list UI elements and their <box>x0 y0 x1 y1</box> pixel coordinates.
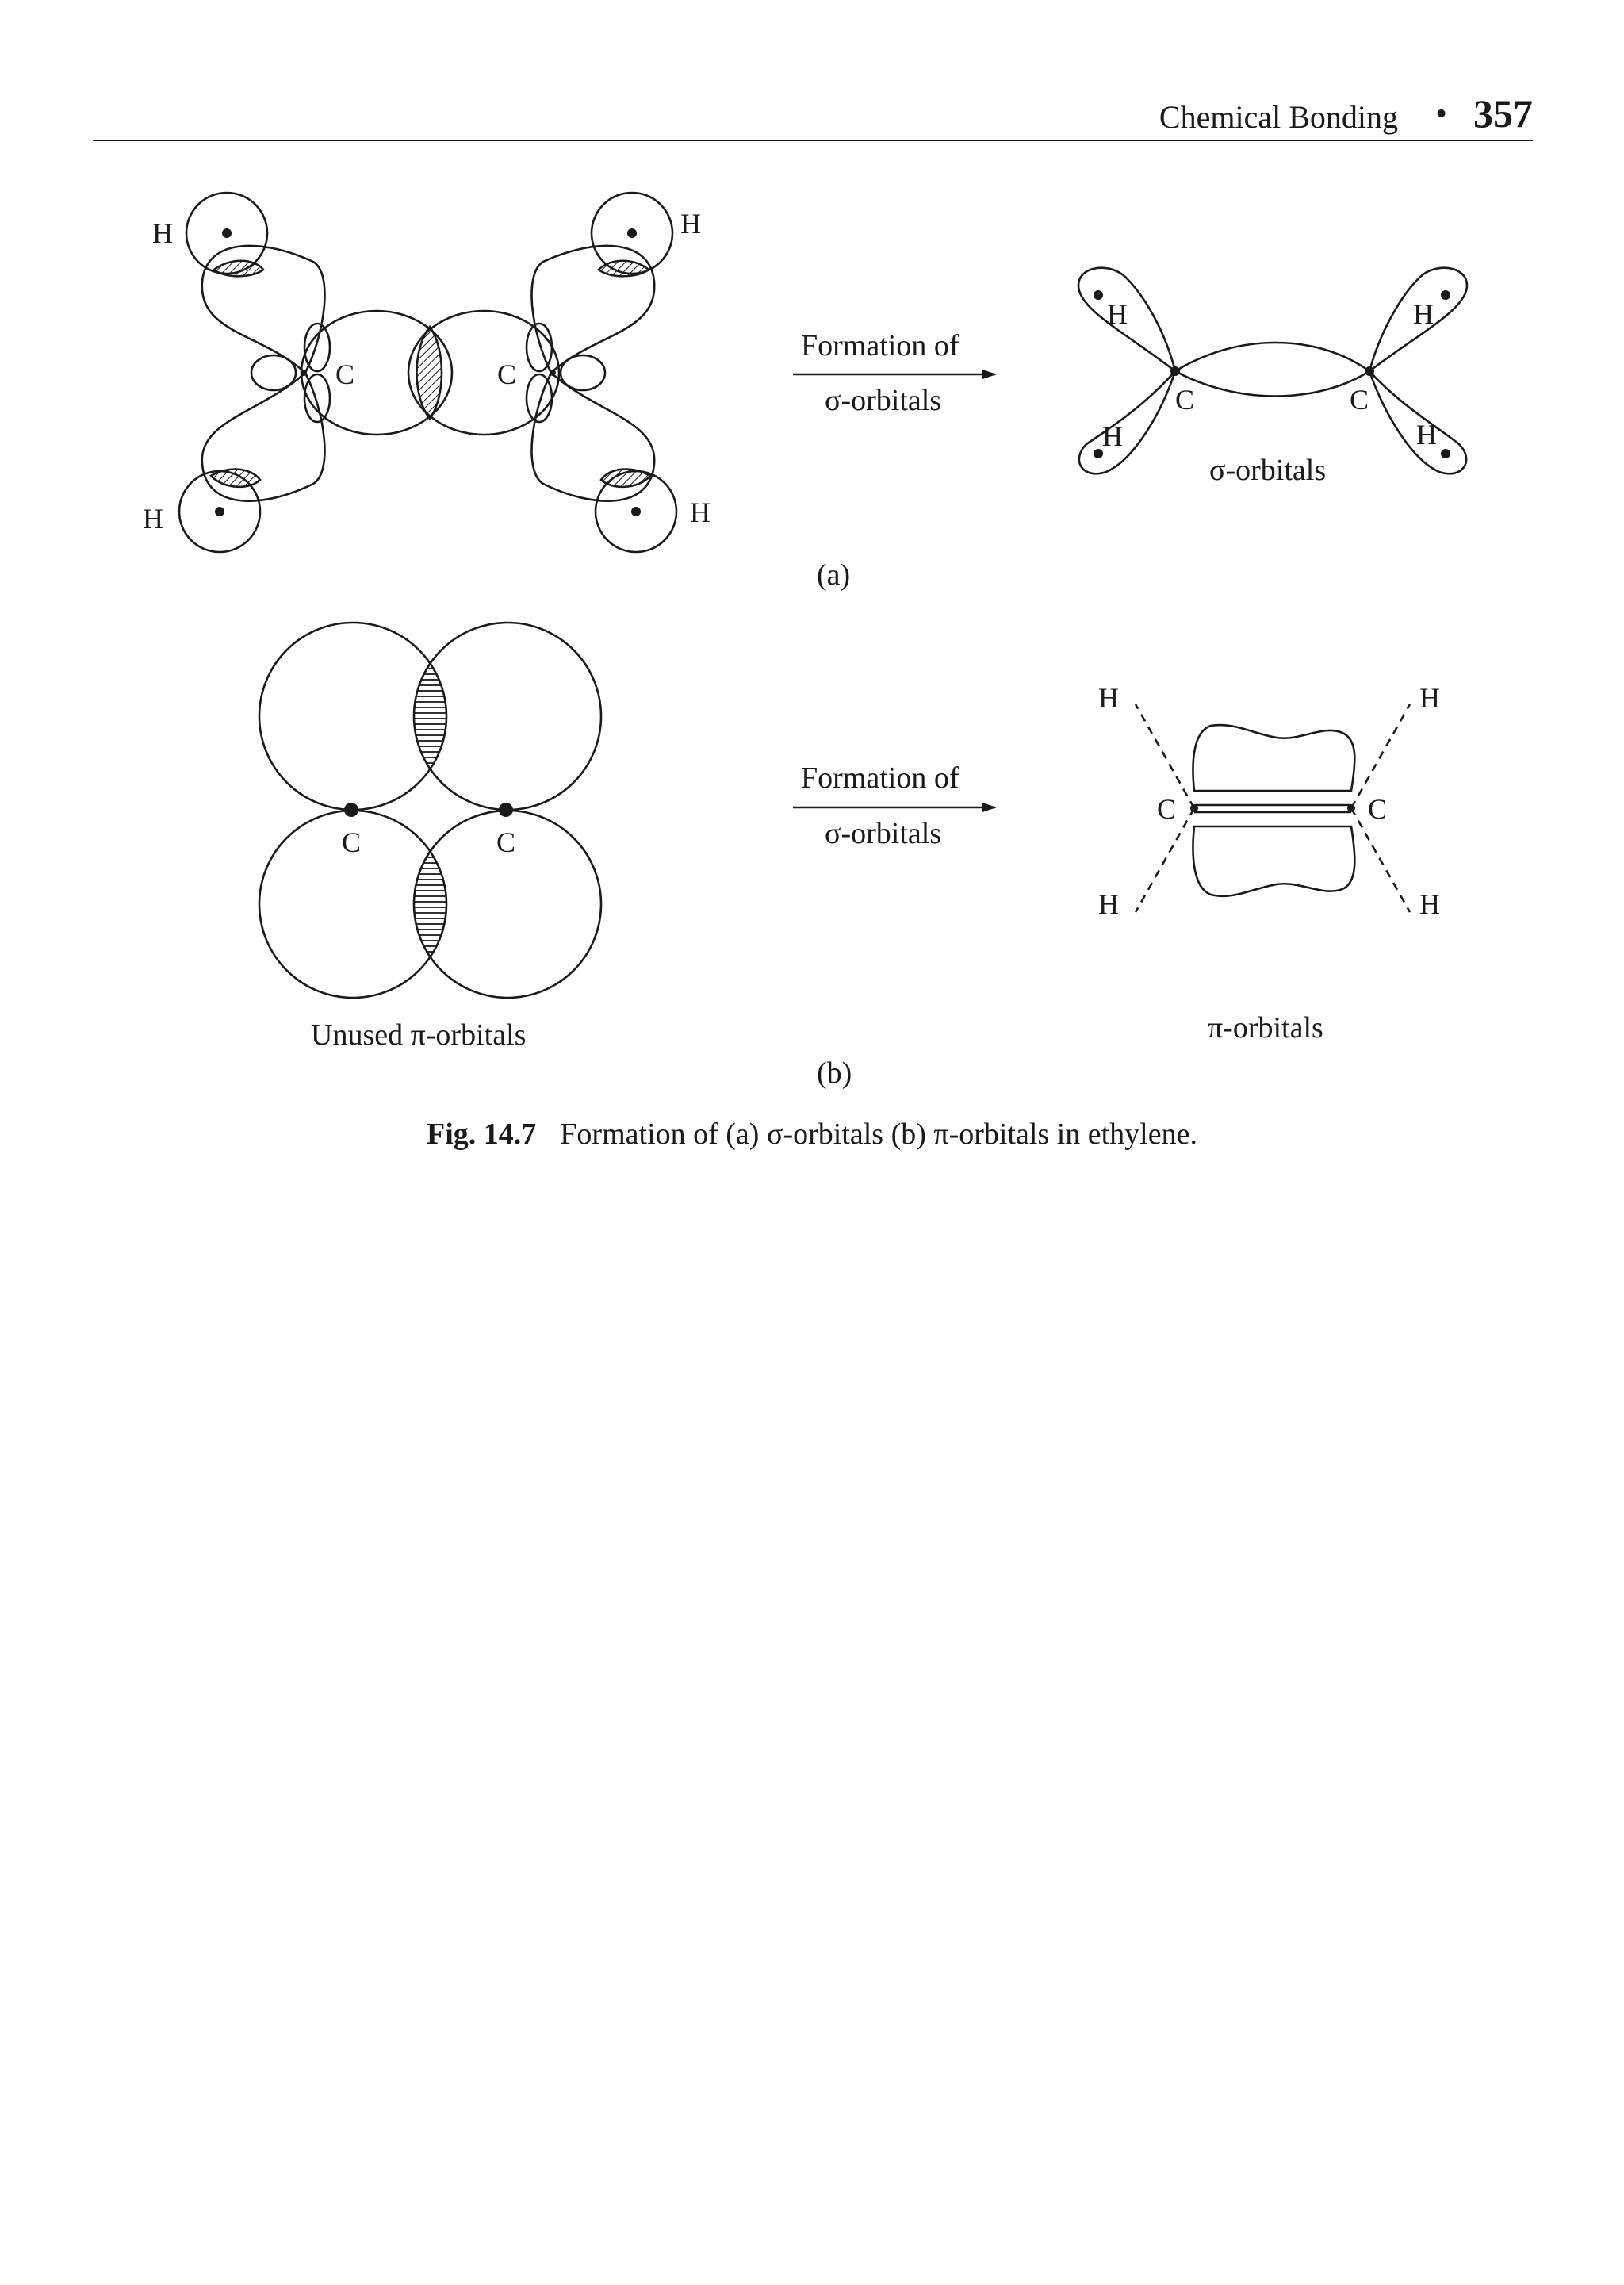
sigma-framework-diagram <box>1078 268 1467 474</box>
carbon-nucleus-right <box>499 803 513 817</box>
arrow-b-line1: Formation of <box>801 761 959 795</box>
sp2-overlap-diagram <box>179 193 676 552</box>
pi-result-label: π-orbitals <box>1208 1011 1323 1045</box>
arrow-a-line1: Formation of <box>801 329 959 362</box>
overlap-upper-left <box>214 261 263 277</box>
unused-p-orbitals-diagram <box>259 623 601 998</box>
right-small-lobe-1 <box>561 355 605 390</box>
h-label-pi-upper-left: H <box>1098 682 1119 714</box>
ch-orbital-lower-left <box>1079 371 1175 473</box>
arrow-a-line2: σ-orbitals <box>825 384 942 417</box>
unused-pi-label: Unused π-orbitals <box>311 1018 527 1052</box>
c-label-unused-right: C <box>496 826 516 858</box>
c-label-sigma-right: C <box>1350 384 1369 416</box>
caption-label: Fig. 14.7 <box>427 1118 537 1151</box>
c-label-sigma-left: C <box>1175 384 1195 416</box>
left-small-lobe-1 <box>251 355 296 390</box>
h-label-sigma-upper-right: H <box>1413 298 1434 330</box>
h-label-sigma-lower-left: H <box>1102 420 1123 452</box>
panel-b-label: (b) <box>817 1056 852 1090</box>
overlap-lower-left <box>211 470 260 487</box>
sigma-framework-nuclei <box>1094 290 1450 458</box>
h-label-pi-lower-left: H <box>1098 888 1119 920</box>
overlap-lower-right <box>601 470 650 487</box>
h-label-pi-upper-right: H <box>1419 682 1440 714</box>
h-label-pi-lower-right: H <box>1419 888 1440 920</box>
h-label-upper-right: H <box>680 208 701 240</box>
pi-cloud-lower <box>1193 826 1354 896</box>
h-label-sigma-upper-left: H <box>1107 298 1128 330</box>
h-label-sigma-lower-right: H <box>1416 419 1437 450</box>
page-number: 357 <box>1473 91 1533 136</box>
pi-cloud-upper <box>1193 725 1354 791</box>
running-title: Chemical Bonding <box>1159 99 1398 135</box>
c-label-pi-left: C <box>1157 793 1177 825</box>
h-label-lower-left: H <box>143 503 163 535</box>
c-label-unused-left: C <box>342 826 362 858</box>
c-label-right: C <box>497 358 517 390</box>
h-label-upper-left: H <box>152 217 173 249</box>
h-label-lower-right: H <box>690 496 710 528</box>
arrow-b-line2: σ-orbitals <box>825 817 942 850</box>
panel-a-label: (a) <box>817 558 851 592</box>
c-label-left: C <box>335 358 355 390</box>
sigma-result-label: σ-orbitals <box>1209 454 1327 487</box>
carbon-nucleus-left <box>344 803 358 817</box>
figure-caption <box>0 1117 1624 1152</box>
caption-text: Formation of (a) σ-orbitals (b) π-orbitals in ethylene. <box>560 1118 1197 1151</box>
cc-sigma-orbital <box>1175 343 1369 397</box>
c-label-pi-right: C <box>1368 793 1388 825</box>
header-bullet: • <box>1435 96 1447 132</box>
